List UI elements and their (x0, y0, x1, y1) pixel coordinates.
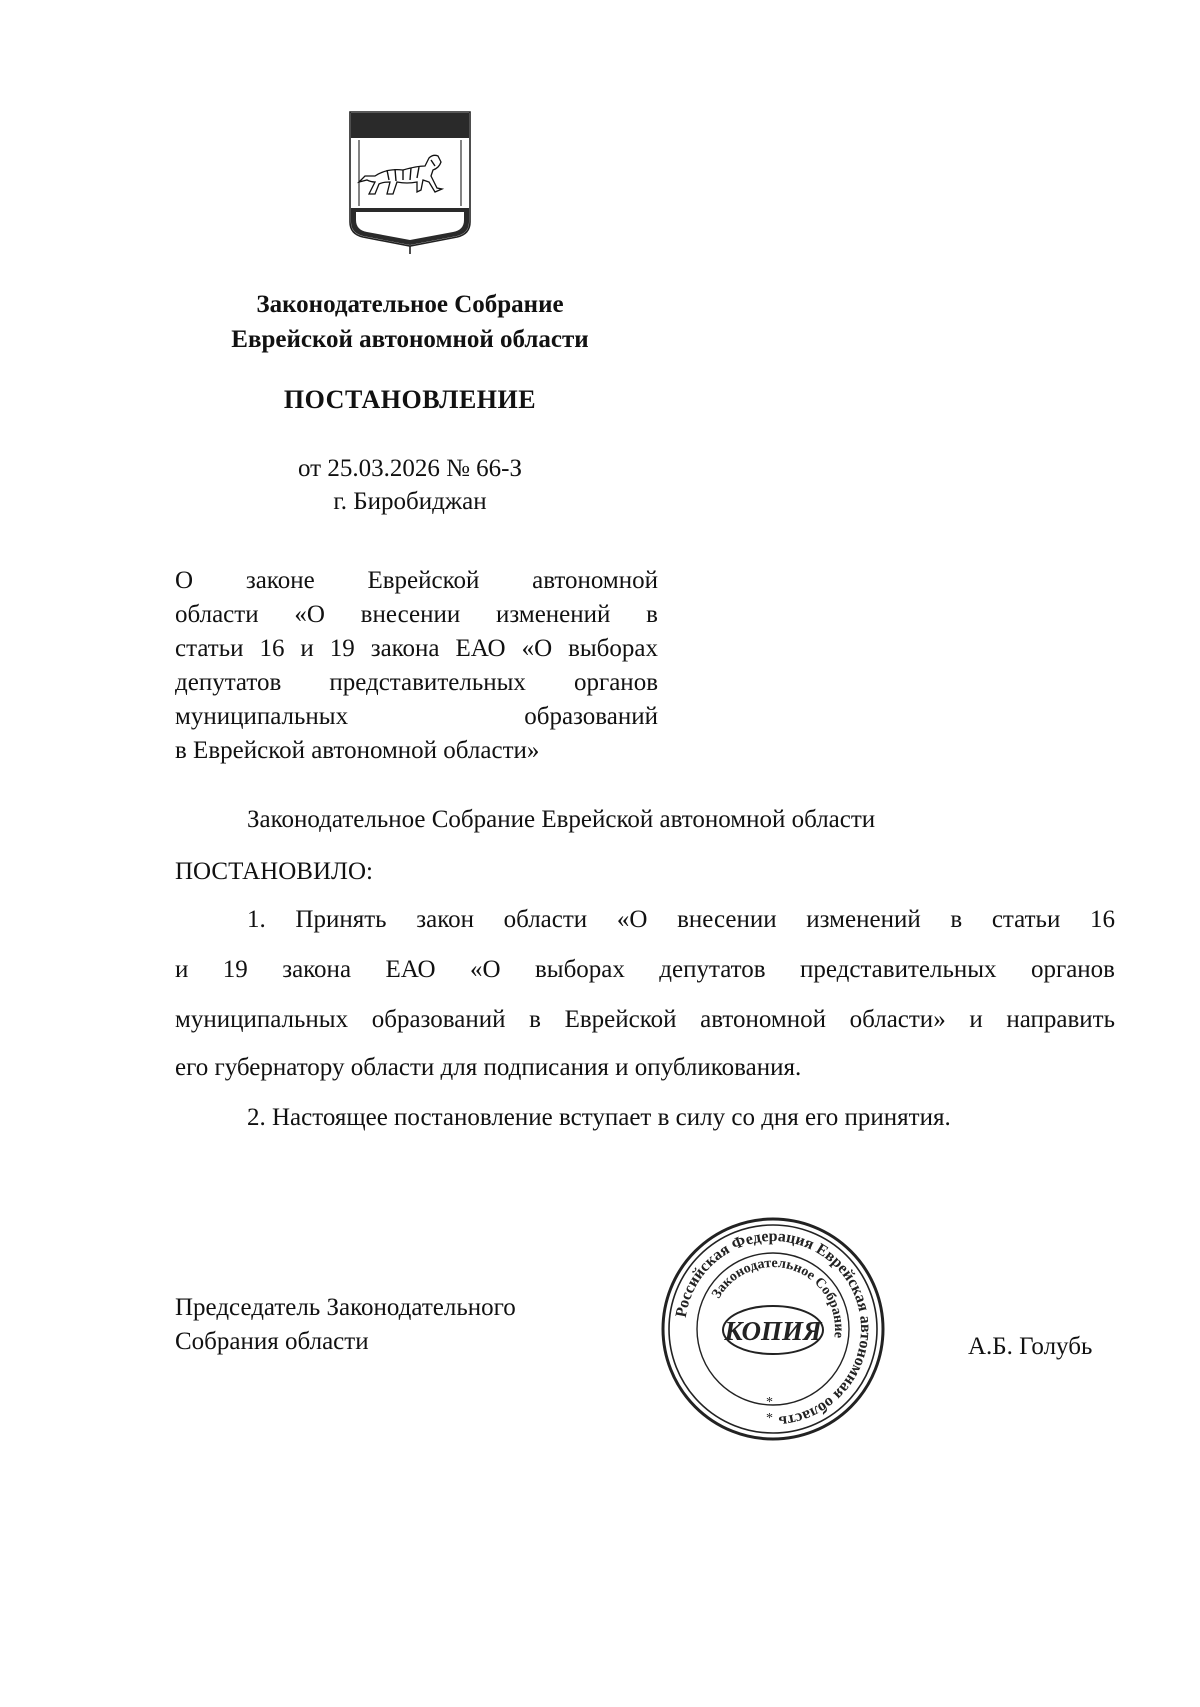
organization-name-line2: Еврейской автономной области (231, 326, 589, 353)
subject-line: статьи 16 и 19 закона ЕАО «О выборах (175, 635, 658, 662)
paragraph1-line-text: и 19 закона ЕАО «О выборах депутатов представительных органов (175, 956, 1115, 983)
seal-center-text: КОПИЯ (724, 1316, 822, 1346)
paragraph1-line (175, 956, 1115, 984)
document-subject (175, 564, 658, 768)
signatory-title-line1: Председатель Законодательного (175, 1294, 516, 1321)
seal-star-icon: * (766, 1411, 773, 1426)
paragraph2-text: 2. Настоящее постановление вступает в силу со дня его принятия. (247, 1104, 951, 1131)
coat-of-arms-emblem (347, 110, 473, 256)
seal-outer-text: Российская Федерация Еврейская автономная область (672, 1227, 875, 1430)
paragraph1-line (175, 906, 1115, 934)
seal-inner-text: Законодательное Собрание (709, 1255, 847, 1339)
resolved-heading: ПОСТАНОВИЛО: (175, 858, 373, 885)
document-city: г. Биробиджан (333, 488, 487, 515)
seal-star-icon: * (766, 1395, 773, 1410)
paragraph1-line-text: 1. Принять закон области «О внесении изменений в статьи 16 (247, 906, 1115, 933)
signatory-name: А.Б. Голубь (968, 1333, 1093, 1360)
subject-line: О законе Еврейской автономной (175, 567, 658, 594)
preamble-text: Законодательное Собрание Еврейской автономной области (247, 806, 876, 833)
subject-line: области «О внесении изменений в (175, 601, 658, 628)
subject-line: депутатов представительных органов (175, 669, 658, 696)
subject-line: муниципальных образований (175, 703, 658, 730)
paragraph1-line (175, 1006, 1115, 1034)
document-date-number: от 25.03.2026 № 66-З (297, 455, 523, 482)
paragraph1-line (175, 1054, 1115, 1082)
subject-line: в Еврейской автономной области» (175, 737, 540, 764)
organization-name-line1: Законодательное Собрание (256, 291, 564, 318)
document-type-title: ПОСТАНОВЛЕНИЕ (283, 385, 537, 414)
paragraph1-line-text: муниципальных образований в Еврейской автономной области» и направить (175, 1006, 1115, 1033)
paragraph1-line-text: его губернатору области для подписания и опубликования. (175, 1054, 802, 1081)
signatory-title-line2: Собрания области (175, 1328, 369, 1355)
official-seal-stamp (658, 1214, 888, 1444)
